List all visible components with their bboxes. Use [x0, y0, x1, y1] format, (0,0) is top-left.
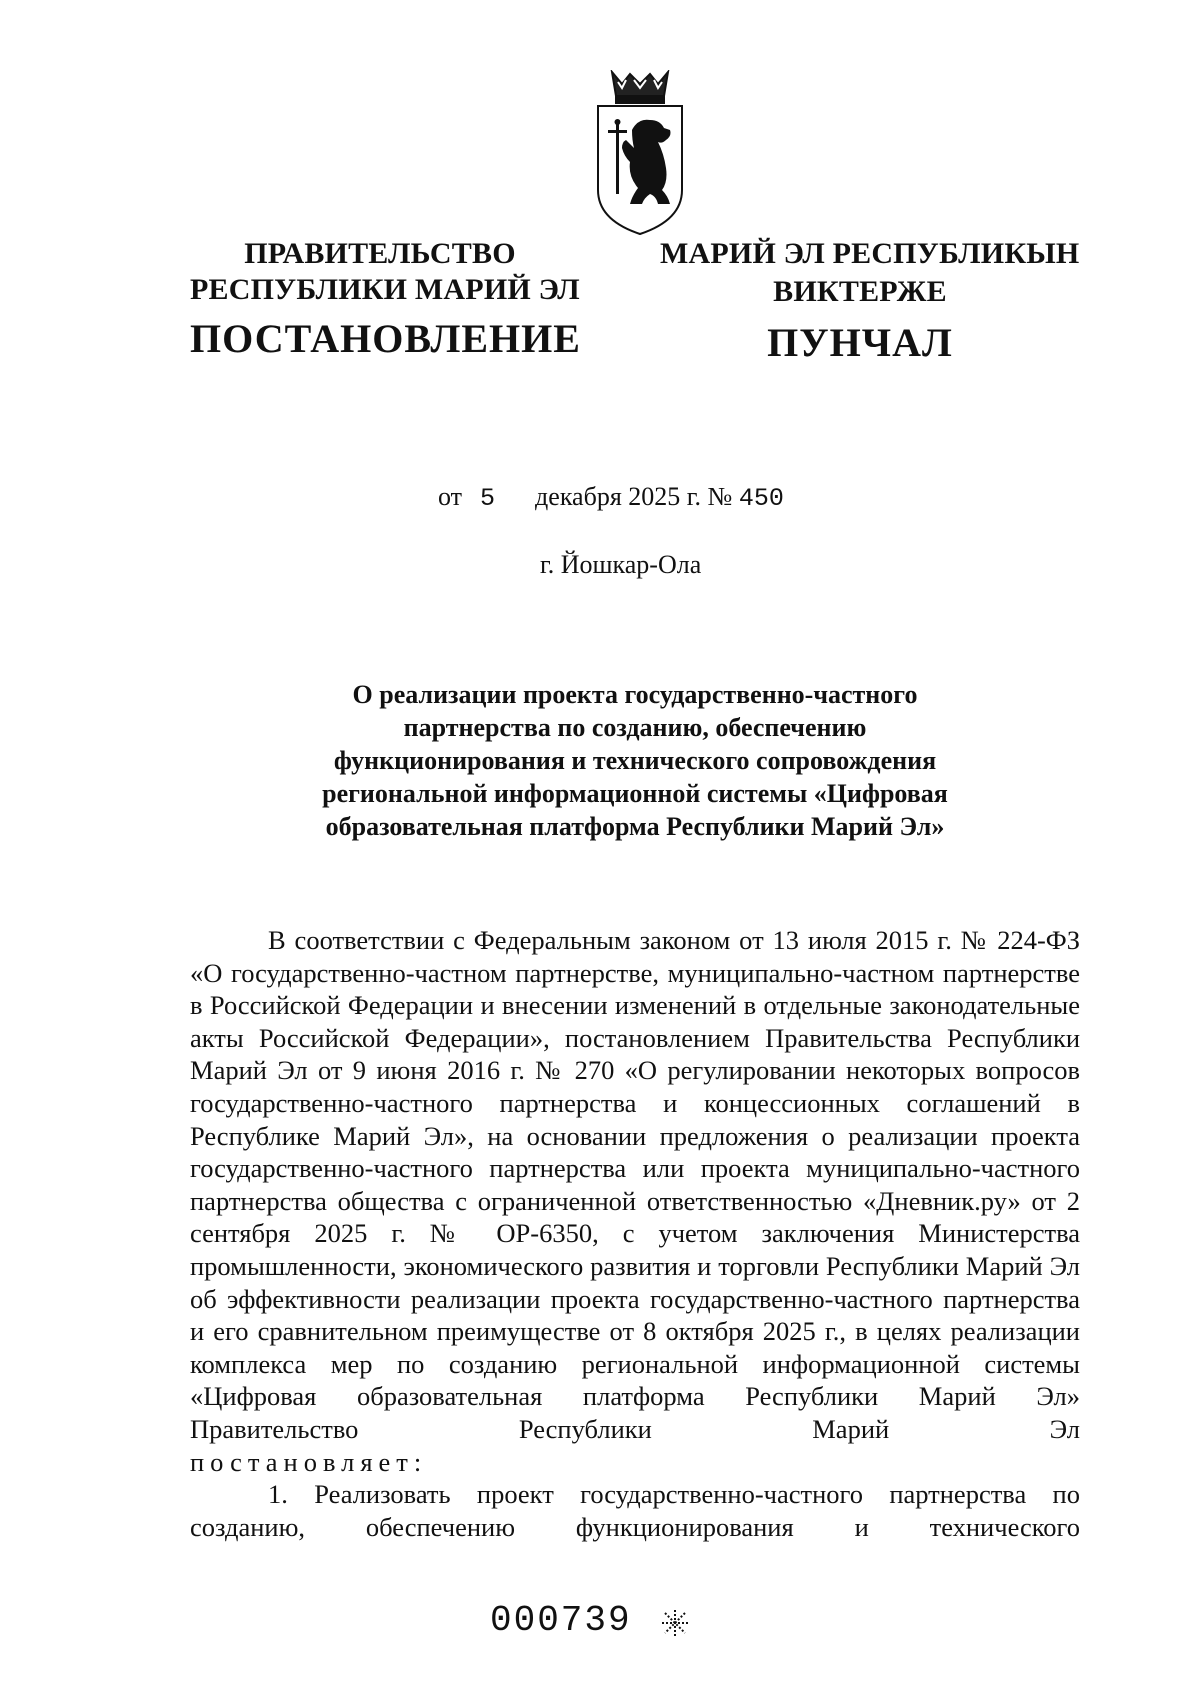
- date-day: 5: [480, 484, 496, 513]
- coat-of-arms-emblem: [588, 70, 692, 240]
- body-paragraph-1: В соответствии с Федеральным законом от 13 июля 2015 г. № 224-ФЗ «О государственно-частном партнерстве, муниципально-частном партнерстве в Российской Федерации и внесении изменений в отдельные законодательные акты Российской Федерации», постановлением Правительства Республики Марий Эл от 9 июня 2016 г. № 270 «О регулировании некоторых вопросов государственно-частного партнерства и концессионных соглашений в Республике Марий Эл», на основании предложения о реализации проекта государственно-частного партнерства или проекта муниципально-частного партнерства общества с ограниченной ответственностью «Дневник.ру» от 2 сентября 2025 г. № ОР-6350, с учетом заключения Министерства промышленности, экономического развития и торговли Республики Марий Эл об эффективности реализации проекта государственно-частного партнерства и его сравнительном преимуществе от 8 октября 2025 г., в целях реализации комплекса мер по созданию региональной информационной системы «Цифровая образовательная платформа Республики Марий Эл» Правительство Республики Марий Эл: [190, 925, 1080, 1444]
- bear-icon: [622, 120, 671, 204]
- date-line: [438, 482, 784, 514]
- header-left-line1: ПРАВИТЕЛЬСТВО: [244, 237, 516, 270]
- header-right-line2: ВИКТЕРЖЕ: [773, 275, 947, 308]
- header-right-line1: МАРИЙ ЭЛ РЕСПУБЛИКЫН: [660, 237, 1080, 270]
- body-text: [190, 924, 1080, 1543]
- document-number: 450: [738, 484, 784, 513]
- serial-number: 000739: [490, 1600, 632, 1641]
- crown-icon: [612, 72, 668, 103]
- document-title: О реализации проекта государственно-частного партнерства по созданию, обеспечению функционирования и технического сопровождения региональной информационной системы «Цифровая образовательная платформа Республики Марий Эл»: [322, 680, 948, 841]
- doc-type-left: ПОСТАНОВЛЕНИЕ: [190, 316, 581, 361]
- header-left-line2: РЕСПУБЛИКИ МАРИЙ ЭЛ: [190, 273, 580, 306]
- date-month-year: декабря 2025 г. №: [535, 482, 733, 511]
- date-prefix: от: [438, 482, 463, 511]
- doc-type-right: ПУНЧАЛ: [767, 320, 953, 365]
- decree-word: постановляет:: [190, 1446, 428, 1477]
- city: г. Йошкар-Ола: [540, 550, 702, 579]
- asterisk-mark-icon: [660, 1608, 690, 1638]
- body-paragraph-2: 1. Реализовать проект государственно-частного партнерства по созданию, обеспечению функционирования и технического: [190, 1479, 1080, 1542]
- sword-icon: [608, 119, 627, 194]
